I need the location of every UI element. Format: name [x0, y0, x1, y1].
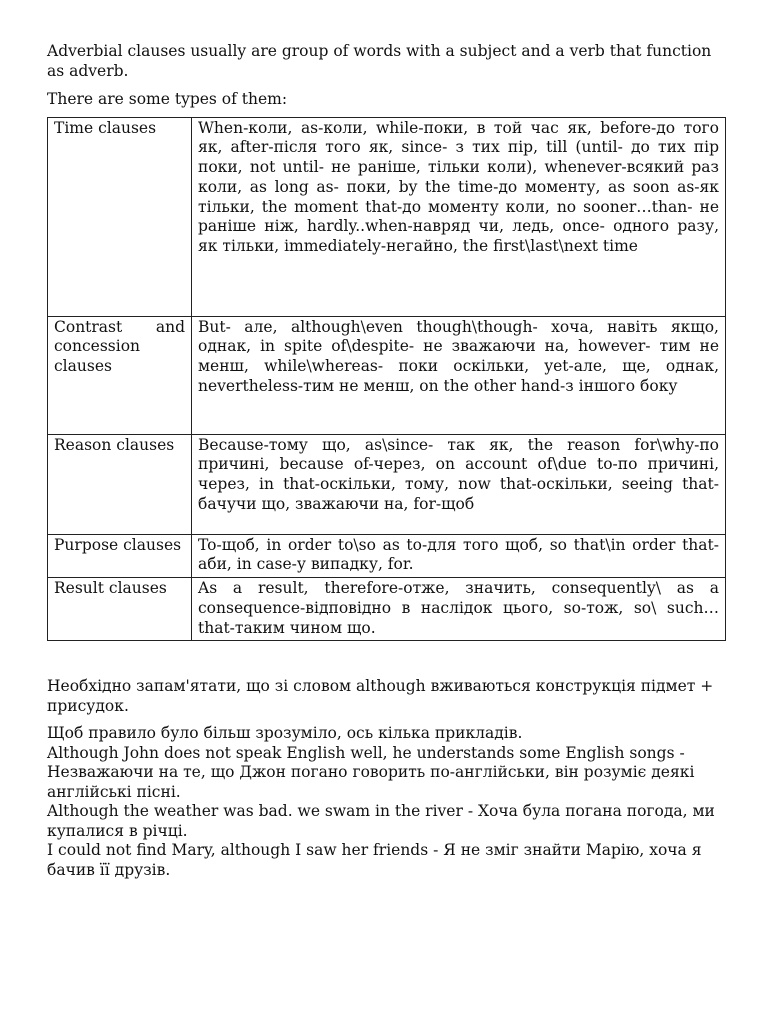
types-intro: There are some types of them: — [47, 90, 288, 108]
clause-examples-cell: As a result, therefore-отже, значить, consequently\ as a consequence-відповідно в наслідок цього, so-тож, so\ such…that-таким чином що. — [192, 578, 726, 641]
clause-types-table — [47, 117, 726, 642]
table-row — [48, 534, 726, 578]
examples-intro: Щоб правило було більш зрозуміло, ось кілька прикладів. — [47, 724, 523, 743]
clause-type-cell: Result clauses — [48, 578, 192, 641]
document-page — [47, 42, 725, 880]
example-sentence: I could not find Mary, although I saw her friends - Я не зміг знайти Марію, хоча я бачив її друзів. — [47, 841, 702, 879]
table-row — [48, 578, 726, 641]
intro-paragraph: Adverbial clauses usually are group of words with a subject and a verb that function as adverb. — [47, 42, 712, 80]
clause-type-cell: Reason clauses — [48, 434, 192, 534]
example-sentence: Although the weather was bad. we swam in the river - Хоча була погана погода, ми купалися в річці. — [47, 802, 715, 840]
clause-examples-cell: But- але, although\even though\though- хоча, навіть якщо, однак, in spite of\despite- не зважаючи на, however- тим не менш, while\whereas- поки оскільки, yet-але, ще, однак, nevertheless-тим не менш, on the other hand-з іншого боку — [192, 316, 726, 434]
examples-section — [47, 724, 725, 880]
clause-examples-cell: Because-тому що, as\since- так як, the reason for\why-по причині, because of-через, on account of\due to-по причині, через, in that-оскільки, тому, now that-оскільки, seeing that-бачучи що, зважаючи на, for-щоб — [192, 434, 726, 534]
clause-type-cell: Contrast and concession clauses — [48, 316, 192, 434]
table-row — [48, 434, 726, 534]
table-row — [48, 316, 726, 434]
note-paragraph: Необхідно запам'ятати, що зі словом although вживаються конструкція підмет + присудок. — [47, 677, 714, 715]
clause-type-cell: Purpose clauses — [48, 534, 192, 578]
clause-examples-cell: To-щоб, in order to\so as to-для того щоб, so that\in order that-аби, in case-у випадку, for. — [192, 534, 726, 578]
clause-type-cell: Time clauses — [48, 117, 192, 316]
clause-examples-cell: When-коли, as-коли, while-поки, в той час як, before-до того як, after-після того як, since- з тих пір, till (until- до тих пір поки, not until- не раніше, тільки коли), whenever-всякий раз коли, as long as- поки, by the time-до моменту, as soon as-як тільки, the moment that-до моменту коли, no sooner…than- не раніше ніж, hardly..when-навряд чи, ледь, once- одного разу, як тільки, immediately-негайно, the first\last\next time — [192, 117, 726, 316]
table-row — [48, 117, 726, 316]
example-sentence: Although John does not speak English well, he understands some English songs - Незважаючи на те, що Джон погано говорить по-англійськи, він розуміє деякі англійські пісні. — [47, 743, 695, 801]
